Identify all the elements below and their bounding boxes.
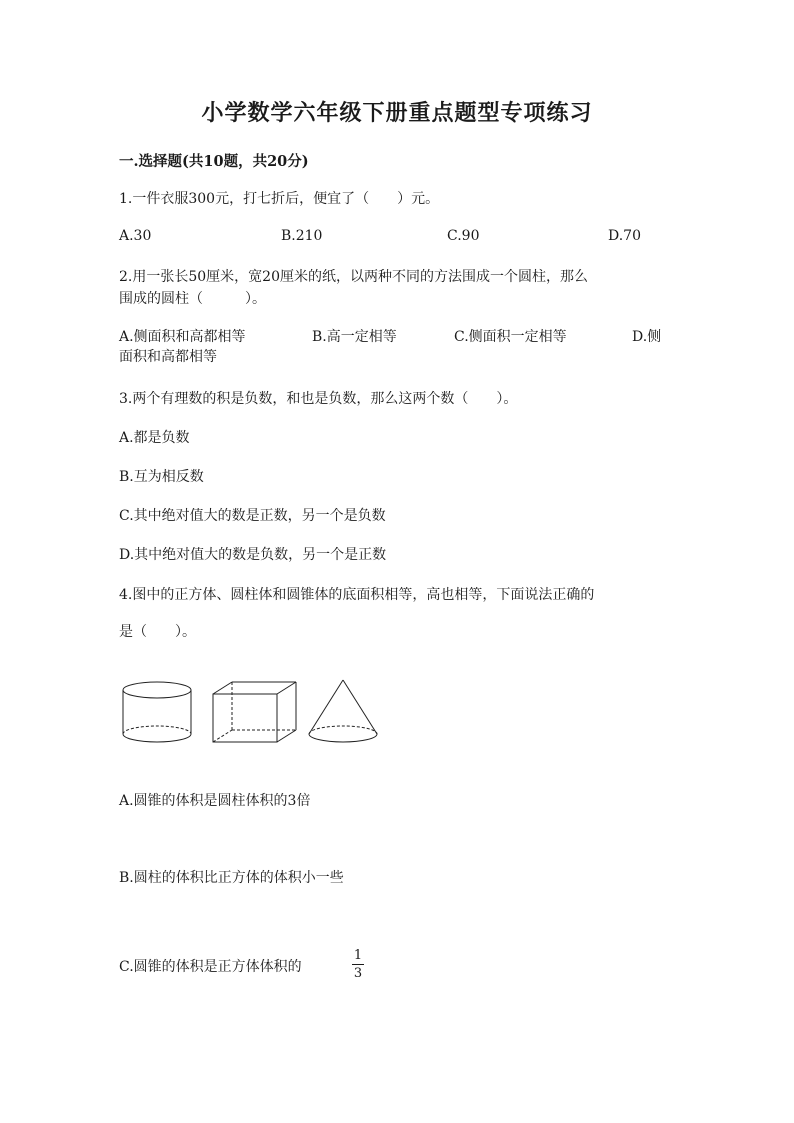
question-4-line-2: 是（ ）。 (119, 624, 196, 640)
q4-option-c: C.圆锥的体积是正方体体积的 (119, 959, 302, 975)
q1-option-a: A.30 (119, 228, 152, 244)
question-3-text: 3.两个有理数的积是负数，和也是负数，那么这两个数（ ）。 (119, 391, 518, 407)
cylinder-icon (123, 682, 191, 742)
q3-option-a: A.都是负数 (119, 430, 190, 446)
question-4-line-1: 4.图中的正方体、圆柱体和圆锥体的底面积相等，高也相等，下面说法正确的 (119, 587, 595, 603)
solids-figure (119, 676, 389, 748)
q4-option-b: B.圆柱的体积比正方体的体积小一些 (119, 870, 344, 886)
q2-option-c: C.侧面积一定相等 (454, 329, 567, 345)
cube-icon (213, 682, 296, 742)
fraction-numerator: 1 (353, 948, 363, 963)
q2-option-a: A.侧面积和高都相等 (119, 329, 246, 345)
q3-option-b: B.互为相反数 (119, 469, 204, 485)
question-1-text: 1.一件衣服300元，打七折后，便宜了（ ）元。 (119, 191, 440, 207)
fraction-denominator: 3 (353, 966, 363, 981)
question-2-line-2: 围成的圆柱（ ）。 (119, 291, 266, 307)
fraction-bar (352, 964, 364, 965)
fraction-one-third (350, 948, 366, 981)
question-2-line-1: 2.用一张长50厘米，宽20厘米的纸，以两种不同的方法围成一个圆柱，那么 (119, 269, 588, 285)
q2-option-d-continued: 面积和高都相等 (119, 349, 217, 365)
q3-option-c: C.其中绝对值大的数是正数，另一个是负数 (119, 508, 386, 524)
q1-option-d: D.70 (608, 228, 641, 244)
q4-option-a: A.圆锥的体积是圆柱体积的3倍 (119, 793, 311, 809)
cone-icon (309, 680, 377, 742)
page-title: 小学数学六年级下册重点题型专项练习 (201, 100, 593, 126)
q1-option-c: C.90 (447, 228, 480, 244)
q3-option-d: D.其中绝对值大的数是负数，另一个是正数 (119, 547, 387, 563)
q2-option-b: B.高一定相等 (312, 329, 397, 345)
section-heading: 一.选择题(共10题，共20分) (119, 153, 309, 170)
q2-option-d: D.侧 (632, 329, 662, 345)
q1-option-b: B.210 (281, 228, 323, 244)
